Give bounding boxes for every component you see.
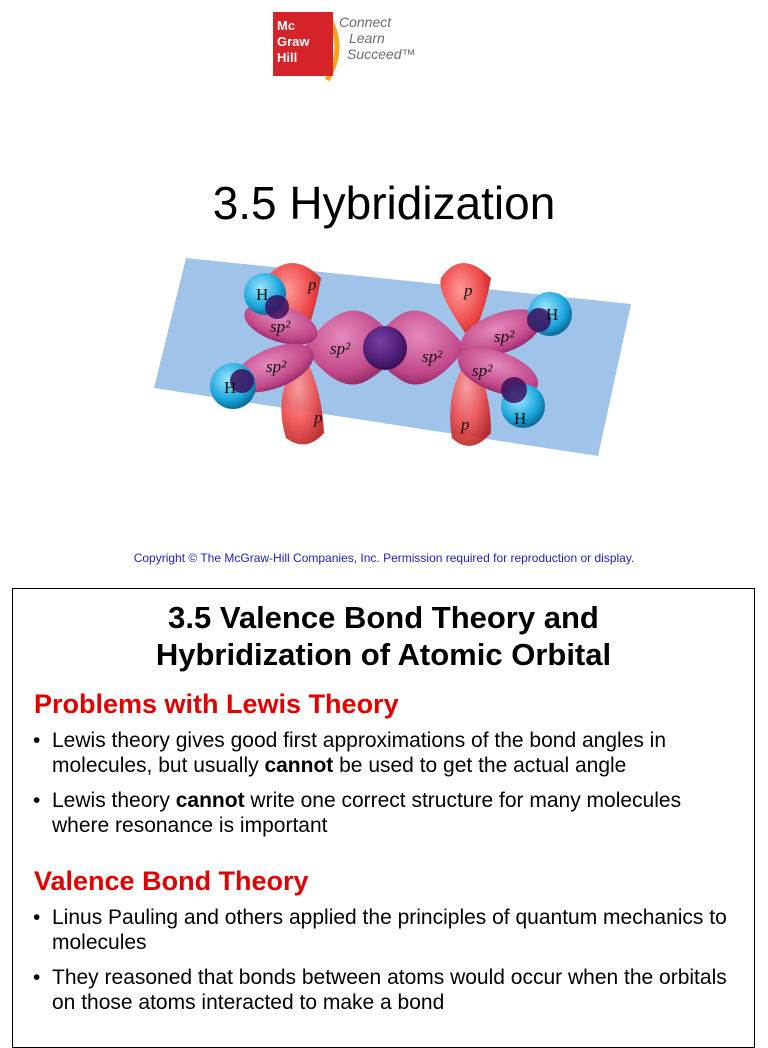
ethylene-orbital-diagram (146, 238, 636, 463)
logo-tagline (339, 14, 415, 62)
label-sp2-4: sp² (422, 347, 443, 366)
section-heading-lewis: Problems with Lewis Theory (34, 689, 399, 719)
logo-text-graw: Graw (277, 34, 310, 49)
tagline-connect: Connect (339, 14, 392, 30)
tagline-succeed: Succeed™ (347, 46, 416, 62)
label-sp2-1: sp² (270, 317, 291, 336)
b: cannot (264, 754, 334, 777)
tagline-learn: Learn (349, 30, 385, 46)
logo-text-mc: Mc (277, 18, 296, 33)
label-sp2-5: sp² (494, 327, 515, 346)
label-p-3: p (464, 281, 473, 300)
title-line-2: Hybridization of Atomic Orbital (155, 637, 612, 672)
copyright-notice: Copyright © The McGraw-Hill Companies, Inc. Permission required for reproduction or display. (133, 551, 635, 565)
list-item: • Linus Pauling and others applied the principles of quantum mechanics to molecules (33, 905, 742, 955)
logo-text-hill: Hill (277, 50, 298, 65)
span-3: Lewis theory (52, 789, 176, 812)
orbital-overlap-4 (501, 377, 527, 403)
label-h-4: H (514, 409, 527, 428)
list-item (33, 728, 742, 778)
slide-valence-bond-theory (12, 588, 755, 1048)
label-p-4: p (461, 415, 470, 434)
section-heading-valence-bond: Valence Bond Theory (34, 866, 309, 896)
orbital-overlap-1 (265, 295, 289, 319)
label-h-1: H (256, 285, 269, 304)
span: Lewis theory gives good first approximations of the bond angles in molecules, but usually (52, 729, 667, 777)
label-sp2-2: sp² (266, 357, 287, 376)
carbon-carbon-core (363, 326, 407, 370)
label-p-2: p (314, 408, 323, 427)
logo-box (273, 12, 333, 76)
b-2: cannot (175, 789, 245, 812)
slide-title: 3.5 Hybridization (212, 177, 556, 229)
label-p-1: p (308, 275, 317, 294)
mcgraw-hill-logo (273, 12, 423, 82)
slide-title (13, 599, 754, 673)
label-sp2-3: sp² (330, 339, 351, 358)
span-4: write one correct structure for many molecules where resonance is important (52, 789, 682, 837)
label-h-3: H (546, 305, 559, 324)
title-line-1: 3.5 Valence Bond Theory and (168, 600, 599, 635)
valence-bullet-list (13, 905, 754, 1015)
lewis-bullet-list (13, 728, 754, 838)
list-item (33, 788, 742, 838)
span-2: be used to get the actual angle (333, 754, 627, 777)
label-sp2-6: sp² (472, 361, 493, 380)
label-h-2: H (224, 378, 237, 397)
list-item: • They reasoned that bonds between atoms would occur when the orbitals on those atoms interacted to make a bond (33, 965, 742, 1015)
